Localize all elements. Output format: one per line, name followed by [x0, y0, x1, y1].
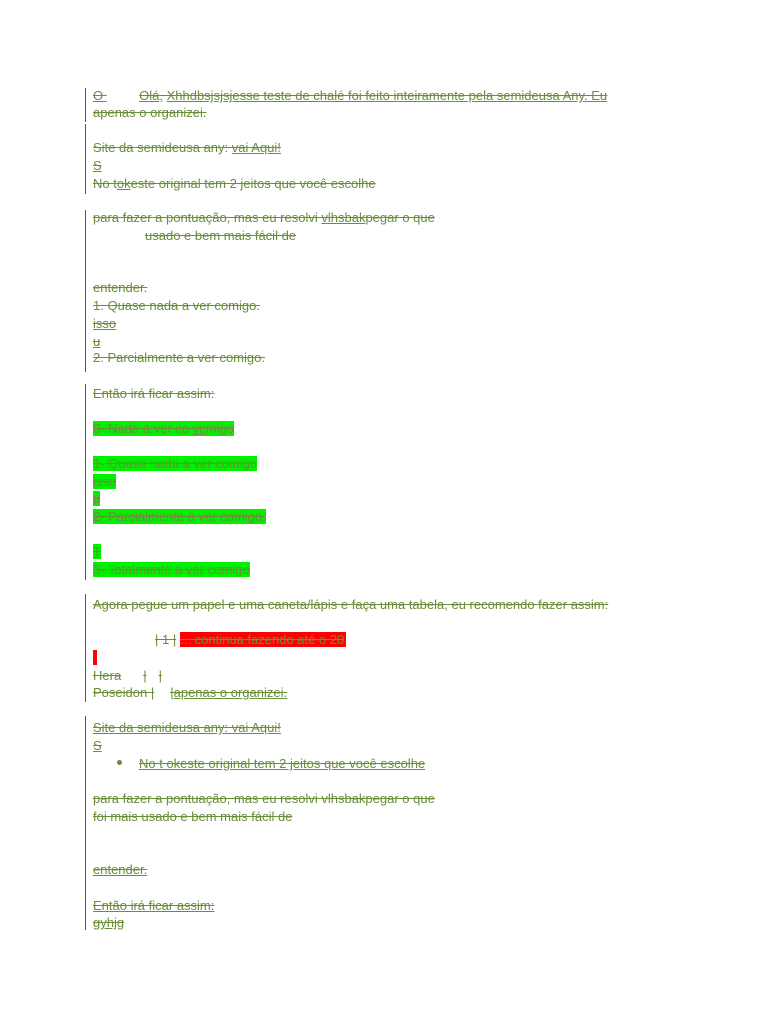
- table-cell: Poseidon: [93, 685, 148, 700]
- doc-line: [93, 140, 281, 156]
- doc-line: Então irá ficar assim:: [93, 386, 215, 401]
- doc-line: apenas o organizei.: [93, 105, 207, 120]
- doc-text: ok: [116, 176, 131, 191]
- table-cell: |: [150, 685, 155, 700]
- change-bar: [85, 124, 86, 194]
- doc-line: entender.: [93, 862, 148, 877]
- doc-line: foi mais usado e bem mais fácil de: [93, 809, 293, 824]
- highlighted-text: T: [93, 544, 101, 559]
- highlighted-text: ... continua fazendo até o 20: [180, 632, 345, 647]
- change-bar: [85, 88, 86, 122]
- table-cell: | 1 |: [155, 632, 177, 647]
- red-highlight-mark: [93, 650, 97, 665]
- doc-text: este original tem 2 jeitos que você escolhe: [130, 176, 376, 191]
- highlighted-text: 3- Totalmente a ver comigo: [93, 562, 250, 577]
- doc-line: [93, 210, 435, 226]
- doc-line: [93, 491, 100, 507]
- table-cell: |: [143, 668, 147, 683]
- doc-line: u: [93, 334, 101, 349]
- doc-line: gyhjg: [93, 915, 125, 930]
- doc-line: [93, 544, 101, 560]
- doc-line: [93, 88, 607, 104]
- doc-line: Então irá ficar assim:: [93, 898, 215, 913]
- highlighted-text: isso: [93, 474, 117, 489]
- doc-text: Site da semideusa any:: [93, 140, 229, 155]
- change-bar: [85, 716, 86, 930]
- doc-line: Site da semideusa any: vai Aqui!: [93, 720, 281, 735]
- table-row: [93, 632, 346, 648]
- highlighted-text: 0- Nada a ver co vcmigo: [93, 421, 234, 436]
- bullet-icon: [117, 760, 122, 765]
- doc-text: Xhhdbsjsjsjesse teste de chalé foi feito inteiramente pela semideusa Any. Eu: [166, 88, 608, 103]
- doc-text: No t: [93, 176, 117, 191]
- doc-line: isso: [93, 316, 117, 331]
- doc-line: para fazer a pontuação, mas eu resolvi vlhsbakpegar o que: [93, 791, 435, 806]
- doc-text: O: [93, 88, 104, 103]
- doc-text: pegar o que: [365, 210, 435, 225]
- doc-link[interactable]: vai Aqui!: [231, 140, 281, 155]
- table-row: [93, 685, 287, 701]
- doc-line: [93, 176, 376, 192]
- list-item: No t okeste original tem 2 jeitos que você escolhe: [139, 756, 426, 771]
- change-bar: [85, 210, 86, 372]
- table-cell: |apenas o organizei.: [170, 685, 288, 700]
- doc-line: [93, 456, 257, 472]
- highlighted-text: u: [93, 491, 101, 506]
- doc-text: vlhsbak: [321, 210, 366, 225]
- doc-line: usado e bem mais fácil de: [145, 228, 297, 243]
- table-row: [93, 668, 162, 684]
- change-bar: [85, 594, 86, 702]
- doc-line: 2. Parcialmente a ver comigo.: [93, 350, 265, 365]
- doc-line: Agora pegue um papel e uma caneta/lápis e faça uma tabela, eu recomendo fazer assim:: [93, 597, 609, 612]
- doc-line: entender.: [93, 280, 148, 295]
- doc-line: [93, 509, 266, 525]
- change-bar: [85, 384, 86, 580]
- doc-line: [93, 421, 234, 437]
- table-cell: |: [158, 668, 162, 683]
- doc-line: [93, 562, 250, 578]
- highlighted-text: 2- Parcialmente a ver comigo.: [93, 509, 266, 524]
- table-cell: Hera: [93, 668, 122, 683]
- doc-line: S: [93, 158, 102, 173]
- highlighted-text: 1- Quase nada a ver comigo: [93, 456, 258, 471]
- doc-line: S: [93, 738, 102, 753]
- doc-text: para fazer a pontuação, mas eu resolvi: [93, 210, 318, 225]
- doc-line: 1. Quase nada a ver comigo.: [93, 298, 260, 313]
- doc-line: [93, 474, 116, 490]
- doc-text: Olá,: [139, 88, 163, 103]
